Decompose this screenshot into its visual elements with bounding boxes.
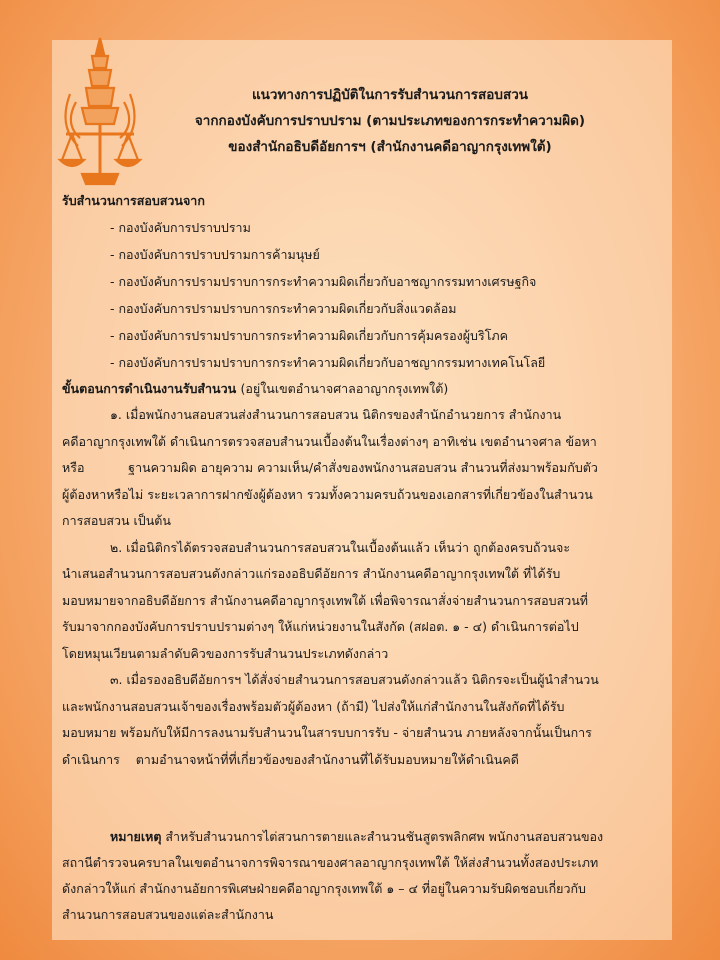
paragraph-line: มอบหมายจากอธิบดีอัยการ สำนักงานคดีอาญากรุงเทพใต้ เพื่อพิจารณาสั่งจ่ายสำนวนการสอบสวนที่ bbox=[62, 592, 589, 608]
title-line-1: แนวทางการปฏิบัติในการรับสำนวนการสอบสวน bbox=[251, 87, 529, 103]
title-line-3: ของสำนักอธิบดีอัยการฯ (สำนักงานคดีอาญากรุงเทพใต้) bbox=[228, 139, 552, 155]
remark-label: หมายเหตุ bbox=[110, 829, 162, 844]
paragraph-line: หรือ ฐานความผิด อายุความ ความเห็น/คำสั่งของพนักงานสอบสวน สำนวนที่ส่งมาพร้อมกับตัว bbox=[62, 460, 598, 475]
paragraph-line: ๒. เมื่อนิติกรได้ตรวจสอบสำนวนการสอบสวนในเบื้องต้นแล้ว เห็นว่า ถูกต้องครบถ้วนจะ bbox=[110, 539, 571, 555]
document-title bbox=[150, 82, 630, 160]
paragraph-line: นำเสนอสำนวนการสอบสวนดังกล่าวแก่รองอธิบดีอัยการ สำนักงานคดีอาญากรุงเทพใต้ ที่ได้รับ bbox=[62, 566, 561, 581]
list-item: - กองบังคับการปรามปราบการกระทำความผิดเกี่ยวกับการคุ้มครองผู้บริโภค bbox=[110, 322, 672, 349]
list-item: - กองบังคับการปรามปราบการกระทำความผิดเกี่ยวกับอาชญากรรมทางเศรษฐกิจ bbox=[110, 268, 672, 295]
paragraph-line: การสอบสวน เป็นต้น bbox=[62, 513, 171, 528]
remark-line: สถานีตำรวจนครบาลในเขตอำนาจการพิจารณาของศาลอาญากรุงเทพใต้ ให้ส่งสำนวนทั้งสองประเภท bbox=[62, 855, 599, 870]
document-body bbox=[62, 188, 672, 773]
list-item: - กองบังคับการปราบปราม bbox=[110, 214, 672, 241]
paragraph-line: ๓. เมื่อรองอธิบดีอัยการฯ ได้สั่งจ่ายสำนวนการสอบสวนดังกล่าวแล้ว นิติกรจะเป็นผู้นำสำนวน bbox=[110, 672, 599, 687]
remark-text: สำหรับสำนวนการไต่สวนการตายและสำนวนชันสูตรพลิกศพ พนักงานสอบสวนของ bbox=[161, 829, 604, 844]
division-list bbox=[62, 214, 672, 376]
prosecutor-emblem-icon bbox=[56, 34, 144, 194]
paragraph-line: รับมาจากกองบังคับการปราบปรามต่างๆ ให้แก่หน่วยงานในสังกัด (สฝอต. ๑ - ๔) ดำเนินการต่อไป bbox=[62, 619, 579, 634]
procedure-heading-text: ขั้นตอนการดำเนินงานรับสำนวน bbox=[62, 381, 237, 396]
paragraph-line: มอบหมาย พร้อมกับให้มีการลงนามรับสำนวนในสารบบการรับ - จ่ายสำนวน ภายหลังจากนั้นเป็นการ bbox=[62, 725, 592, 740]
procedure-heading bbox=[62, 376, 672, 402]
procedure-heading-note: (อยู่ในเขตอำนาจศาลอาญากรุงเทพใต้) bbox=[240, 381, 449, 396]
paragraph-line: ดำเนินการ ตามอำนาจหน้าที่ที่เกี่ยวข้องของสำนักงานที่ได้รับมอบหมายให้ดำเนินคดี bbox=[62, 751, 519, 767]
list-item: - กองบังคับการปรามปราบการกระทำความผิดเกี่ยวกับอาชญากรรมทางเทคโนโลยี bbox=[110, 349, 672, 376]
title-line-2: จากกองบังคับการปราบปราม (ตามประเภทของการกระทำความผิด) bbox=[194, 113, 586, 129]
list-item: - กองบังคับการปรามปราบการกระทำความผิดเกี่ยวกับสิ่งแวดล้อม bbox=[110, 295, 672, 322]
paragraph-line: ๑. เมื่อพนักงานสอบสวนส่งสำนวนการสอบสวน นิติกรของสำนักอำนวยการ สำนักงาน bbox=[110, 407, 562, 422]
receive-heading: รับสำนวนการสอบสวนจาก bbox=[62, 193, 205, 208]
paragraph-line: คดีอาญากรุงเทพใต้ ดำเนินการตรวจสอบสำนวนเบื้องต้นในเรื่องต่างๆ อาทิเช่น เขตอำนาจศาล ข้อหา bbox=[62, 433, 597, 449]
list-item: - กองบังคับการปราบปรามการค้ามนุษย์ bbox=[110, 241, 672, 268]
paragraph-line: และพนักงานสอบสวนเจ้าของเรื่องพร้อมตัวผู้ต้องหา (ถ้ามี) ไปส่งให้แก่สำนักงานในสังกัดที่ได้รับ bbox=[62, 698, 565, 714]
step-3-paragraph bbox=[62, 667, 672, 773]
remark-line: ดังกล่าวให้แก่ สำนักงานอัยการพิเศษฝ่ายคดีอาญากรุงเทพใต้ ๑ – ๔ ที่อยู่ในความรับผิดชอบเกี่ยวกับ bbox=[62, 881, 586, 896]
step-1-paragraph bbox=[62, 402, 672, 535]
remark-line: สำนวนการสอบสวนของแต่ละสำนักงาน bbox=[62, 907, 274, 922]
paragraph-line: ผู้ต้องหาหรือไม่ ระยะเวลาการฝากขังผู้ต้องหา รวมทั้งความครบถ้วนของเอกสารที่เกี่ยวข้องในสำนวน bbox=[62, 486, 593, 502]
remark-first-line bbox=[62, 824, 672, 850]
remark-section bbox=[62, 824, 672, 928]
paragraph-line: โดยหมุนเวียนตามลำดับคิวของการรับสำนวนประเภทดังกล่าว bbox=[62, 645, 389, 661]
step-2-paragraph bbox=[62, 535, 672, 668]
